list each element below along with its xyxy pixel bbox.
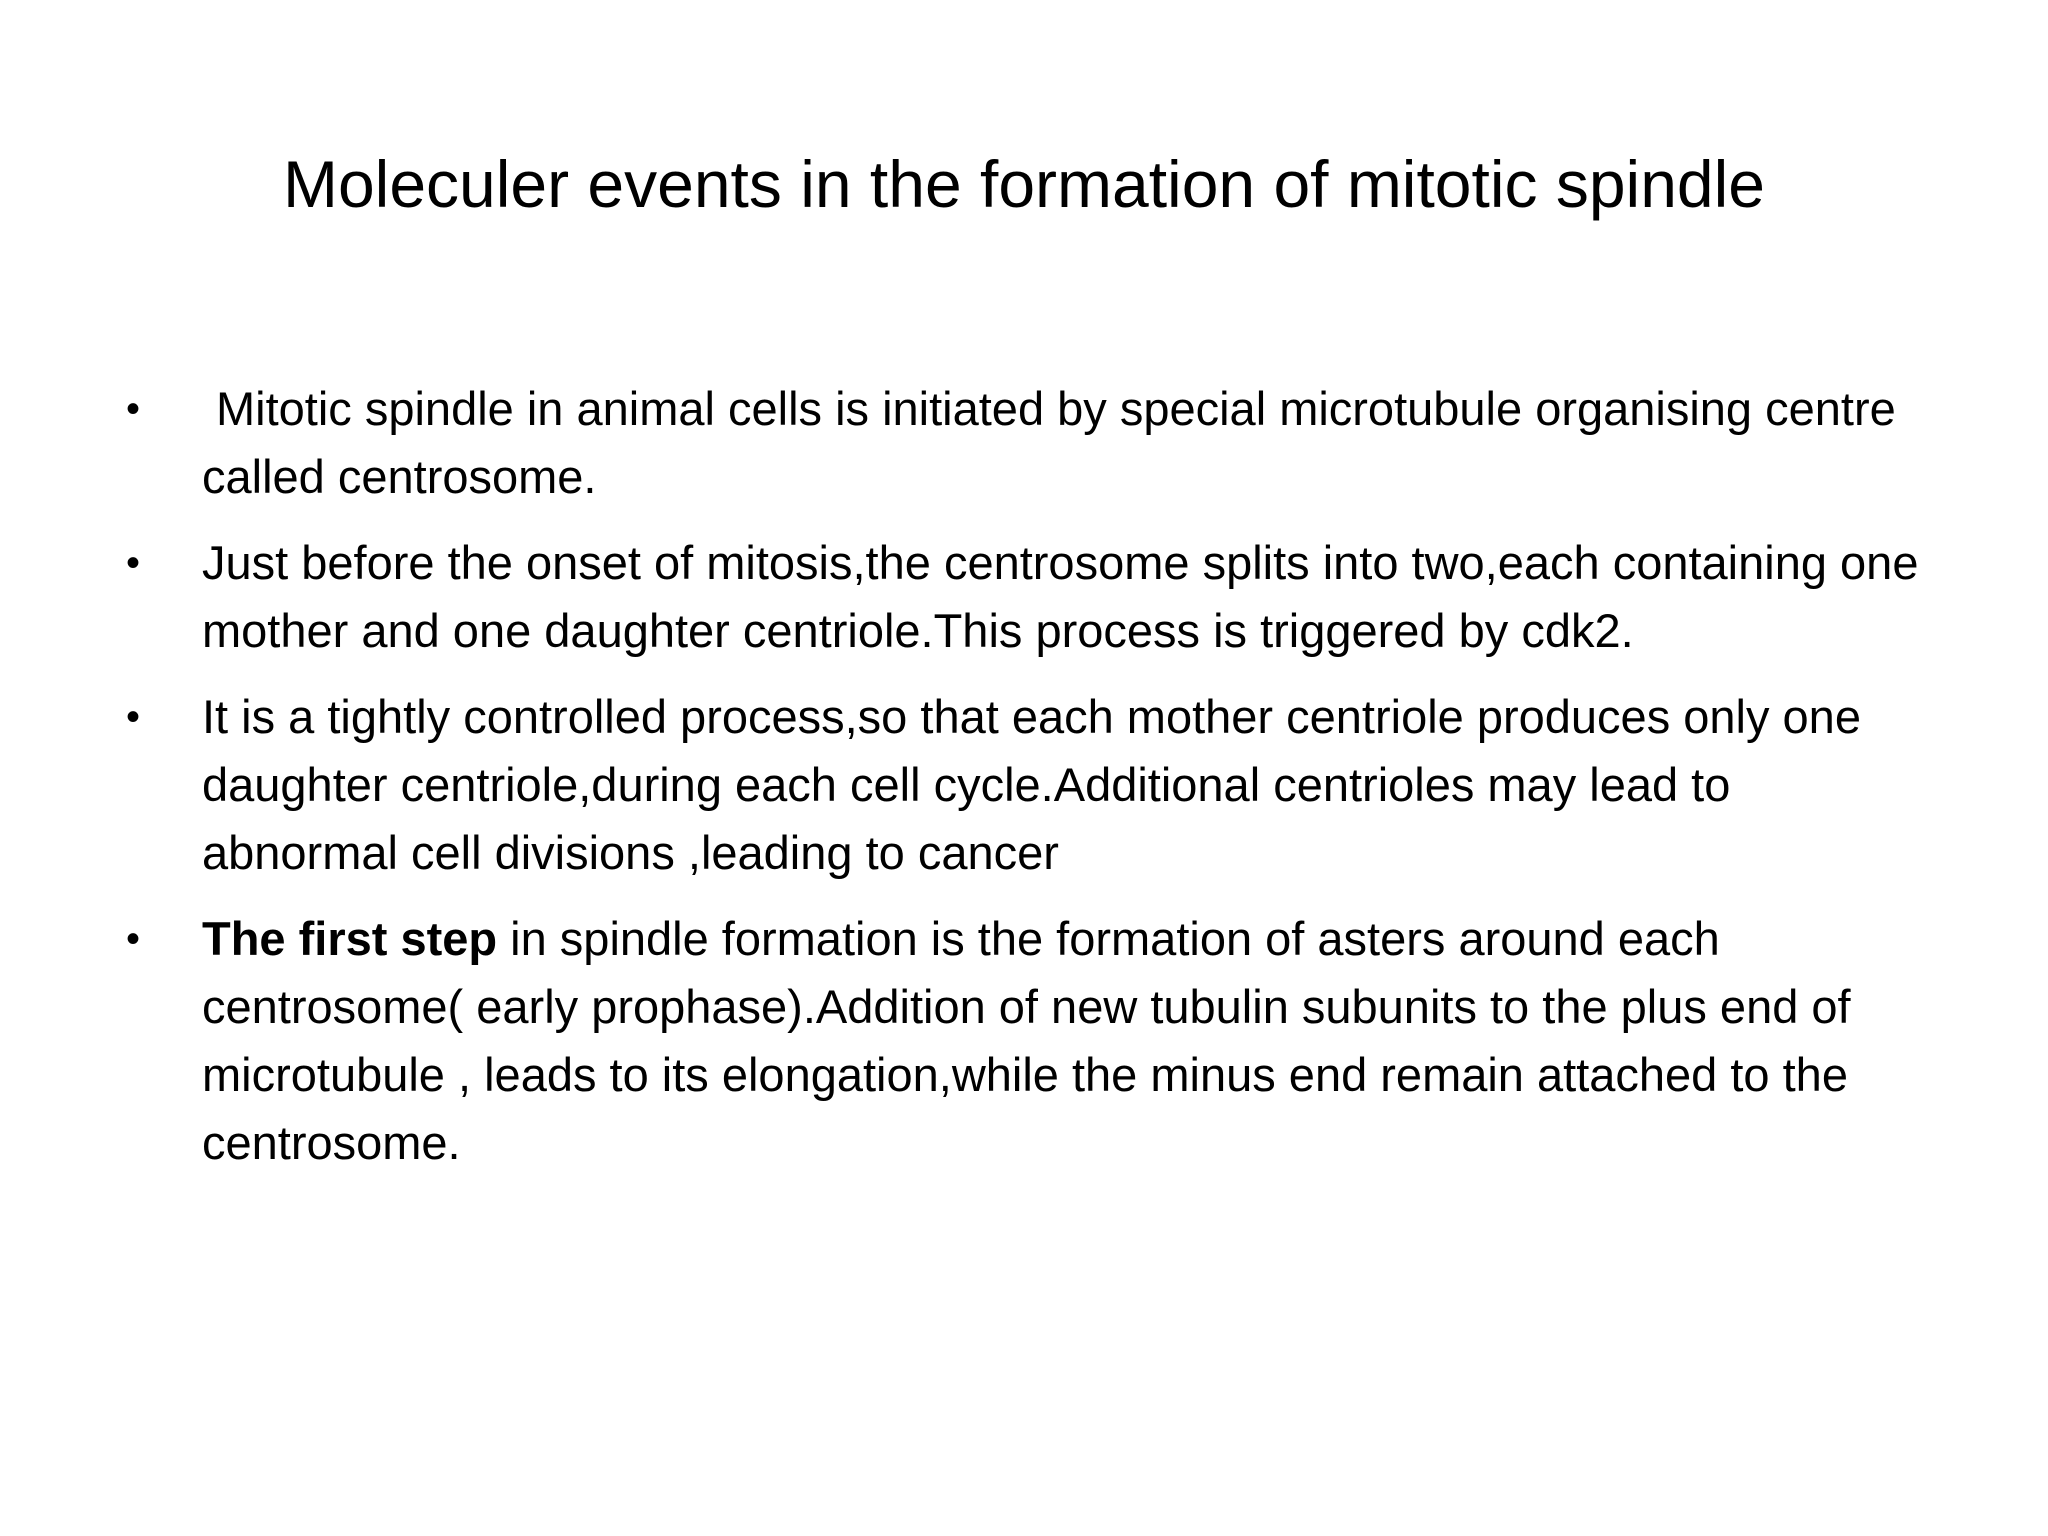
bullet-text: in spindle formation is the formation of asters around each centrosome( early prophase).Addition of new tubulin subunits to the plus end of microtubule , leads to its elongation,while the minus end remain attached to the centrosome. — [202, 912, 1851, 1169]
slide-title: Moleculer events in the formation of mitotic spindle — [282, 147, 1766, 221]
bullet-dot-icon: • — [126, 387, 141, 431]
bullet-dot-icon: • — [126, 917, 141, 961]
bullet-dot-icon: • — [126, 695, 141, 739]
bullet-item — [120, 905, 1930, 1177]
bullet-text: Just before the onset of mitosis,the centrosome splits into two,each containing one mother and one daughter centriole.This process is triggered by cdk2. — [202, 536, 1919, 657]
bullet-item — [120, 375, 1930, 511]
bullet-list — [120, 375, 1930, 1195]
bullet-bold-lead: The first step — [202, 912, 498, 965]
bullet-dot-icon: • — [126, 541, 141, 585]
bullet-text: It is a tightly controlled process,so that each mother centriole produces only one daughter centriole,during each cell cycle.Additional centrioles may lead to abnormal cell divisions ,leading to cancer — [202, 690, 1861, 879]
bullet-text: Mitotic spindle in animal cells is initiated by special microtubule organising centre called centrosome. — [202, 382, 1896, 503]
bullet-item — [120, 529, 1930, 665]
bullet-item — [120, 683, 1930, 887]
